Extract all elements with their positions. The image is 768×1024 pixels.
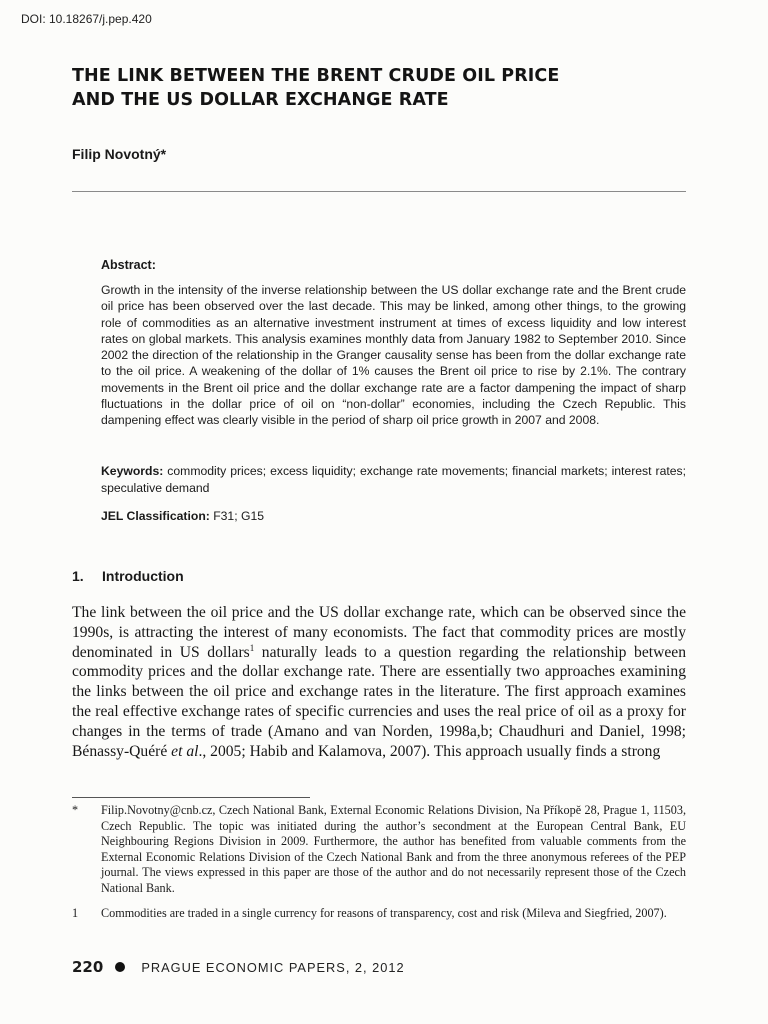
section-title: Introduction: [102, 568, 184, 584]
title-divider: [72, 191, 686, 192]
doi-label: DOI: 10.18267/j.pep.420: [21, 12, 152, 26]
intro-text-1: The link between the oil price and the US dollar exchange rate, which can be observed since the 1990s, is attracting the interest of many economists. The fact that commodity prices are mostly denominated in US dollars: [72, 604, 686, 661]
intro-text-2: naturally leads to a question regarding the relationship between commodity prices and the dollar exchange rate. There are essentially two approaches examining the links between the oil price and exchange rates in the literature. The first approach examines the real effective exchange rates of specific currencies and uses the real price of oil as a proxy for changes in the terms of trade (Amano and van Norden, 1998a,b; Chaudhuri and Daniel, 1998; Bénassy-Quéré: [72, 643, 686, 760]
footnote-author: [72, 803, 686, 896]
jel-classification: [101, 509, 264, 523]
footnote-1: [72, 906, 686, 922]
author-name: Filip Novotný*: [72, 146, 167, 162]
page-number: 220: [72, 958, 104, 976]
footnote-mark: 1: [72, 906, 79, 920]
bullet-icon: [115, 962, 125, 972]
section-heading: [72, 568, 184, 584]
title-line-1: THE LINK BETWEEN THE BRENT CRUDE OIL PRICE: [72, 66, 560, 86]
journal-name: PRAGUE ECONOMIC PAPERS, 2, 2012: [141, 959, 405, 975]
footnote-ref-1[interactable]: 1: [249, 642, 255, 653]
keywords: [101, 463, 686, 497]
intro-text-3: ., 2005; Habib and Kalamova, 2007). This approach usually finds a strong: [198, 742, 661, 760]
footnote-text: Filip.Novotny@cnb.cz, Czech National Bank, External Economic Relations Division, Na Příkopě 28, Prague 1, 11503, Czech Republic. The topic was initiated during the author’s secondment at the European Central Bank, EU Neighbouring Regions Division in 2009. Furthermore, the author has benefited from valuable comments from the External Economic Relations Division of the Czech National Bank and from the three anonymous referees of the PEP journal. The views expressed in this paper are those of the author and do not necessarily represent those of the Czech National Bank.: [101, 803, 686, 895]
intro-paragraph: [72, 603, 686, 761]
intro-et-al: et al: [171, 742, 199, 760]
paper-title: [72, 64, 692, 112]
abstract-heading: Abstract:: [101, 258, 156, 272]
footnote-text: Commodities are traded in a single currency for reasons of transparency, cost and risk (Mileva and Siegfried, 2007).: [101, 906, 667, 920]
abstract-text: Growth in the intensity of the inverse relationship between the US dollar exchange rate and the Brent crude oil price has been observed over the last decade. This may be linked, among other things, to the growing role of commodities as an alternative investment instrument at times of excess liquidity and low interest rates on global markets. This analysis examines monthly data from January 1982 to September 2010. Since 2002 the direction of the relationship in the Granger causality sense has been from the dollar exchange rate to the oil price. A weakening of the dollar of 1% causes the Brent oil price to rise by 2.1%. The contrary movements in the Brent oil price and the dollar exchange rate are a factor dampening the impact of sharp fluctuations in the dollar price of oil on “non-dollar” economies, including the Czech Republic. This dampening effect was clearly visible in the period of sharp oil price growth in 2007 and 2008.: [101, 283, 686, 428]
footnote-mark: *: [72, 803, 79, 817]
page-footer: [72, 958, 405, 976]
section-number: 1.: [72, 568, 84, 584]
jel-text: F31; G15: [209, 509, 265, 523]
title-line-2: AND THE US DOLLAR EXCHANGE RATE: [72, 90, 449, 110]
footnote-divider: [72, 797, 310, 798]
jel-label: JEL Classification:: [101, 509, 210, 523]
keywords-label: Keywords:: [101, 464, 164, 478]
keywords-text: commodity prices; excess liquidity; exchange rate movements; financial markets; interest rates; speculative demand: [101, 464, 686, 495]
